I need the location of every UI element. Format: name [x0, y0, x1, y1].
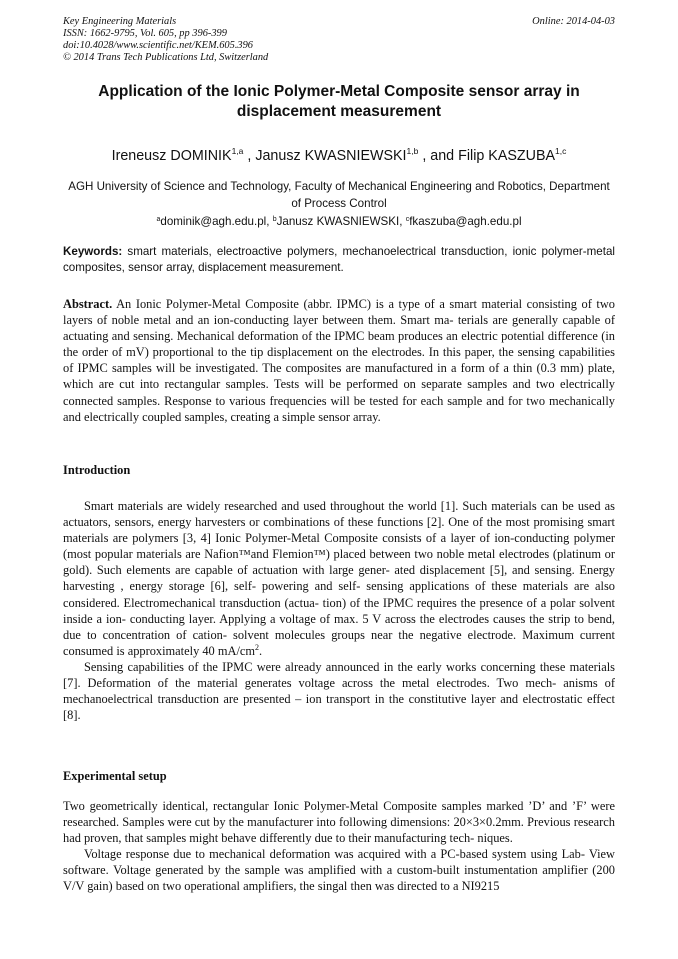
- author-affiliation-mark: 1,a: [231, 146, 244, 156]
- journal-issn: ISSN: 1662-9795, Vol. 605, pp 396-399: [63, 28, 227, 39]
- experimental-paragraph: Voltage response due to mechanical deformation was acquired with a PC-based system using Lab- View software. Voltage generated by the sample was amplified with a custom-built instumentation amplifier (200 V/V gain) based on two operational amplifiers, the singal then was directed to a NI9215: [63, 847, 615, 894]
- experimental-body: [63, 798, 615, 895]
- author-affiliation-mark: 1,c: [555, 146, 567, 156]
- author-name: Ireneusz DOMINIK: [111, 148, 232, 164]
- author-emails: [63, 215, 615, 229]
- email-address[interactable]: dominik@agh.edu.pl,: [160, 215, 273, 228]
- author-affiliation-mark: 1,b: [406, 146, 419, 156]
- section-heading-experimental-setup: Experimental setup: [63, 769, 167, 783]
- email-mark: a: [156, 216, 161, 223]
- email-mark: b: [272, 216, 277, 223]
- online-date: Online: 2014-04-03: [532, 16, 615, 27]
- journal-header: [63, 16, 615, 64]
- abstract-label: Abstract.: [63, 297, 113, 311]
- author-list: [63, 147, 615, 165]
- author-name: Filip KASZUBA: [458, 148, 556, 164]
- abstract: [63, 296, 615, 425]
- abstract-text: An Ionic Polymer-Metal Composite (abbr. IPMC) is a type of a smart material consisting of two layers of noble metal and an ion-conducting layer between them. Smart ma- terials are generally capable of actuating and sensing. Mechanical deformation of the IPMC beam produces an electric potential difference (in the order of mV) proportional to the tip displacement on the electrodes. In this paper, the sensing capabilities of IPMC samples will be investigated. The composites are manufactured in a form of a thin (0.3 mm) plate, which are cut into rectangular samples. Tests will be performed on separate samples and two electrically connected samples. Response to various frequencies will be tested for each sample and for two mechanically and electrically coupled samples, creating a simple sensor array.: [63, 297, 615, 424]
- experimental-paragraph: Two geometrically identical, rectangular Ionic Polymer-Metal Composite samples marked ’D’ and ’F’ were researched. Samples were cut by the manufacturer into following dimensions: 20×3×0.2mm. Previous research had proven, that samples might behave differently due to their manufacturing tech- niques.: [63, 799, 615, 846]
- introduction-paragraph: Sensing capabilities of the IPMC were already announced in the early works concerning these materials [7]. Deformation of the material generates voltage across the metal electrodes. Two mech- anisms of mechanoelectrical transduction are presented – ion transport in the constitutive layer and electrostatic effect [8].: [63, 659, 615, 723]
- author-separator: , and: [418, 148, 459, 164]
- keywords: [63, 244, 615, 277]
- paper-title: Application of the Ionic Polymer-Metal Composite sensor array in displacement measurement: [98, 83, 580, 120]
- keywords-label: Keywords:: [63, 245, 123, 258]
- email-address[interactable]: fkaszuba@agh.edu.pl: [409, 215, 522, 228]
- author-separator: ,: [243, 148, 256, 164]
- email-mark: c: [405, 216, 410, 223]
- introduction-paragraph: Smart materials are widely researched and used throughout the world [1]. Such materials can be used as actuators, sensors, energy harvesters or combinations of these functions [2]. One of the most promising smart materials are polymers [3, 4] Ionic Polymer-Metal Composite consists of a layer of ion-conducting polymer (most popular materials are Nafion™and Flemion™) placed between two noble metal electrodes (platinum or gold). Such elements are capable of actuation with large gener- ated displacement [5], and sensing. Energy harvesting , energy storage [6], self- powering and self- sensing applications of these materials are also considered. Electromechanical transduction (actua- tion) of the IPMC requires the presence of a polar solvent inside a ion- conducting layer. Applying a voltage of max. 5 V across the electrodes causes the strip to bend, due to concentration of cation- solvent molecules groups near the negative electrode. Maximum current consumed is approximately 40 mA/cm: [63, 499, 615, 658]
- journal-name: Key Engineering Materials: [63, 16, 177, 27]
- superscript: 2: [255, 642, 260, 652]
- affiliation: AGH University of Science and Technology, Faculty of Mechanical Engineering and Robotics, Department of Process Control: [68, 180, 610, 210]
- paragraph-end: .: [259, 643, 263, 658]
- keywords-text: smart materials, electroactive polymers, mechanoelectrical transduction, ionic polymer-metal composites, sensor array, displacement measurement.: [63, 245, 615, 275]
- author-name: Janusz KWASNIEWSKI: [255, 148, 407, 164]
- section-heading-introduction: Introduction: [63, 463, 131, 477]
- introduction-body: [63, 498, 615, 723]
- email-address[interactable]: Janusz KWASNIEWSKI,: [276, 215, 406, 228]
- journal-copyright: © 2014 Trans Tech Publications Ltd, Switzerland: [63, 52, 269, 63]
- journal-doi: doi:10.4028/www.scientific.net/KEM.605.396: [63, 40, 253, 51]
